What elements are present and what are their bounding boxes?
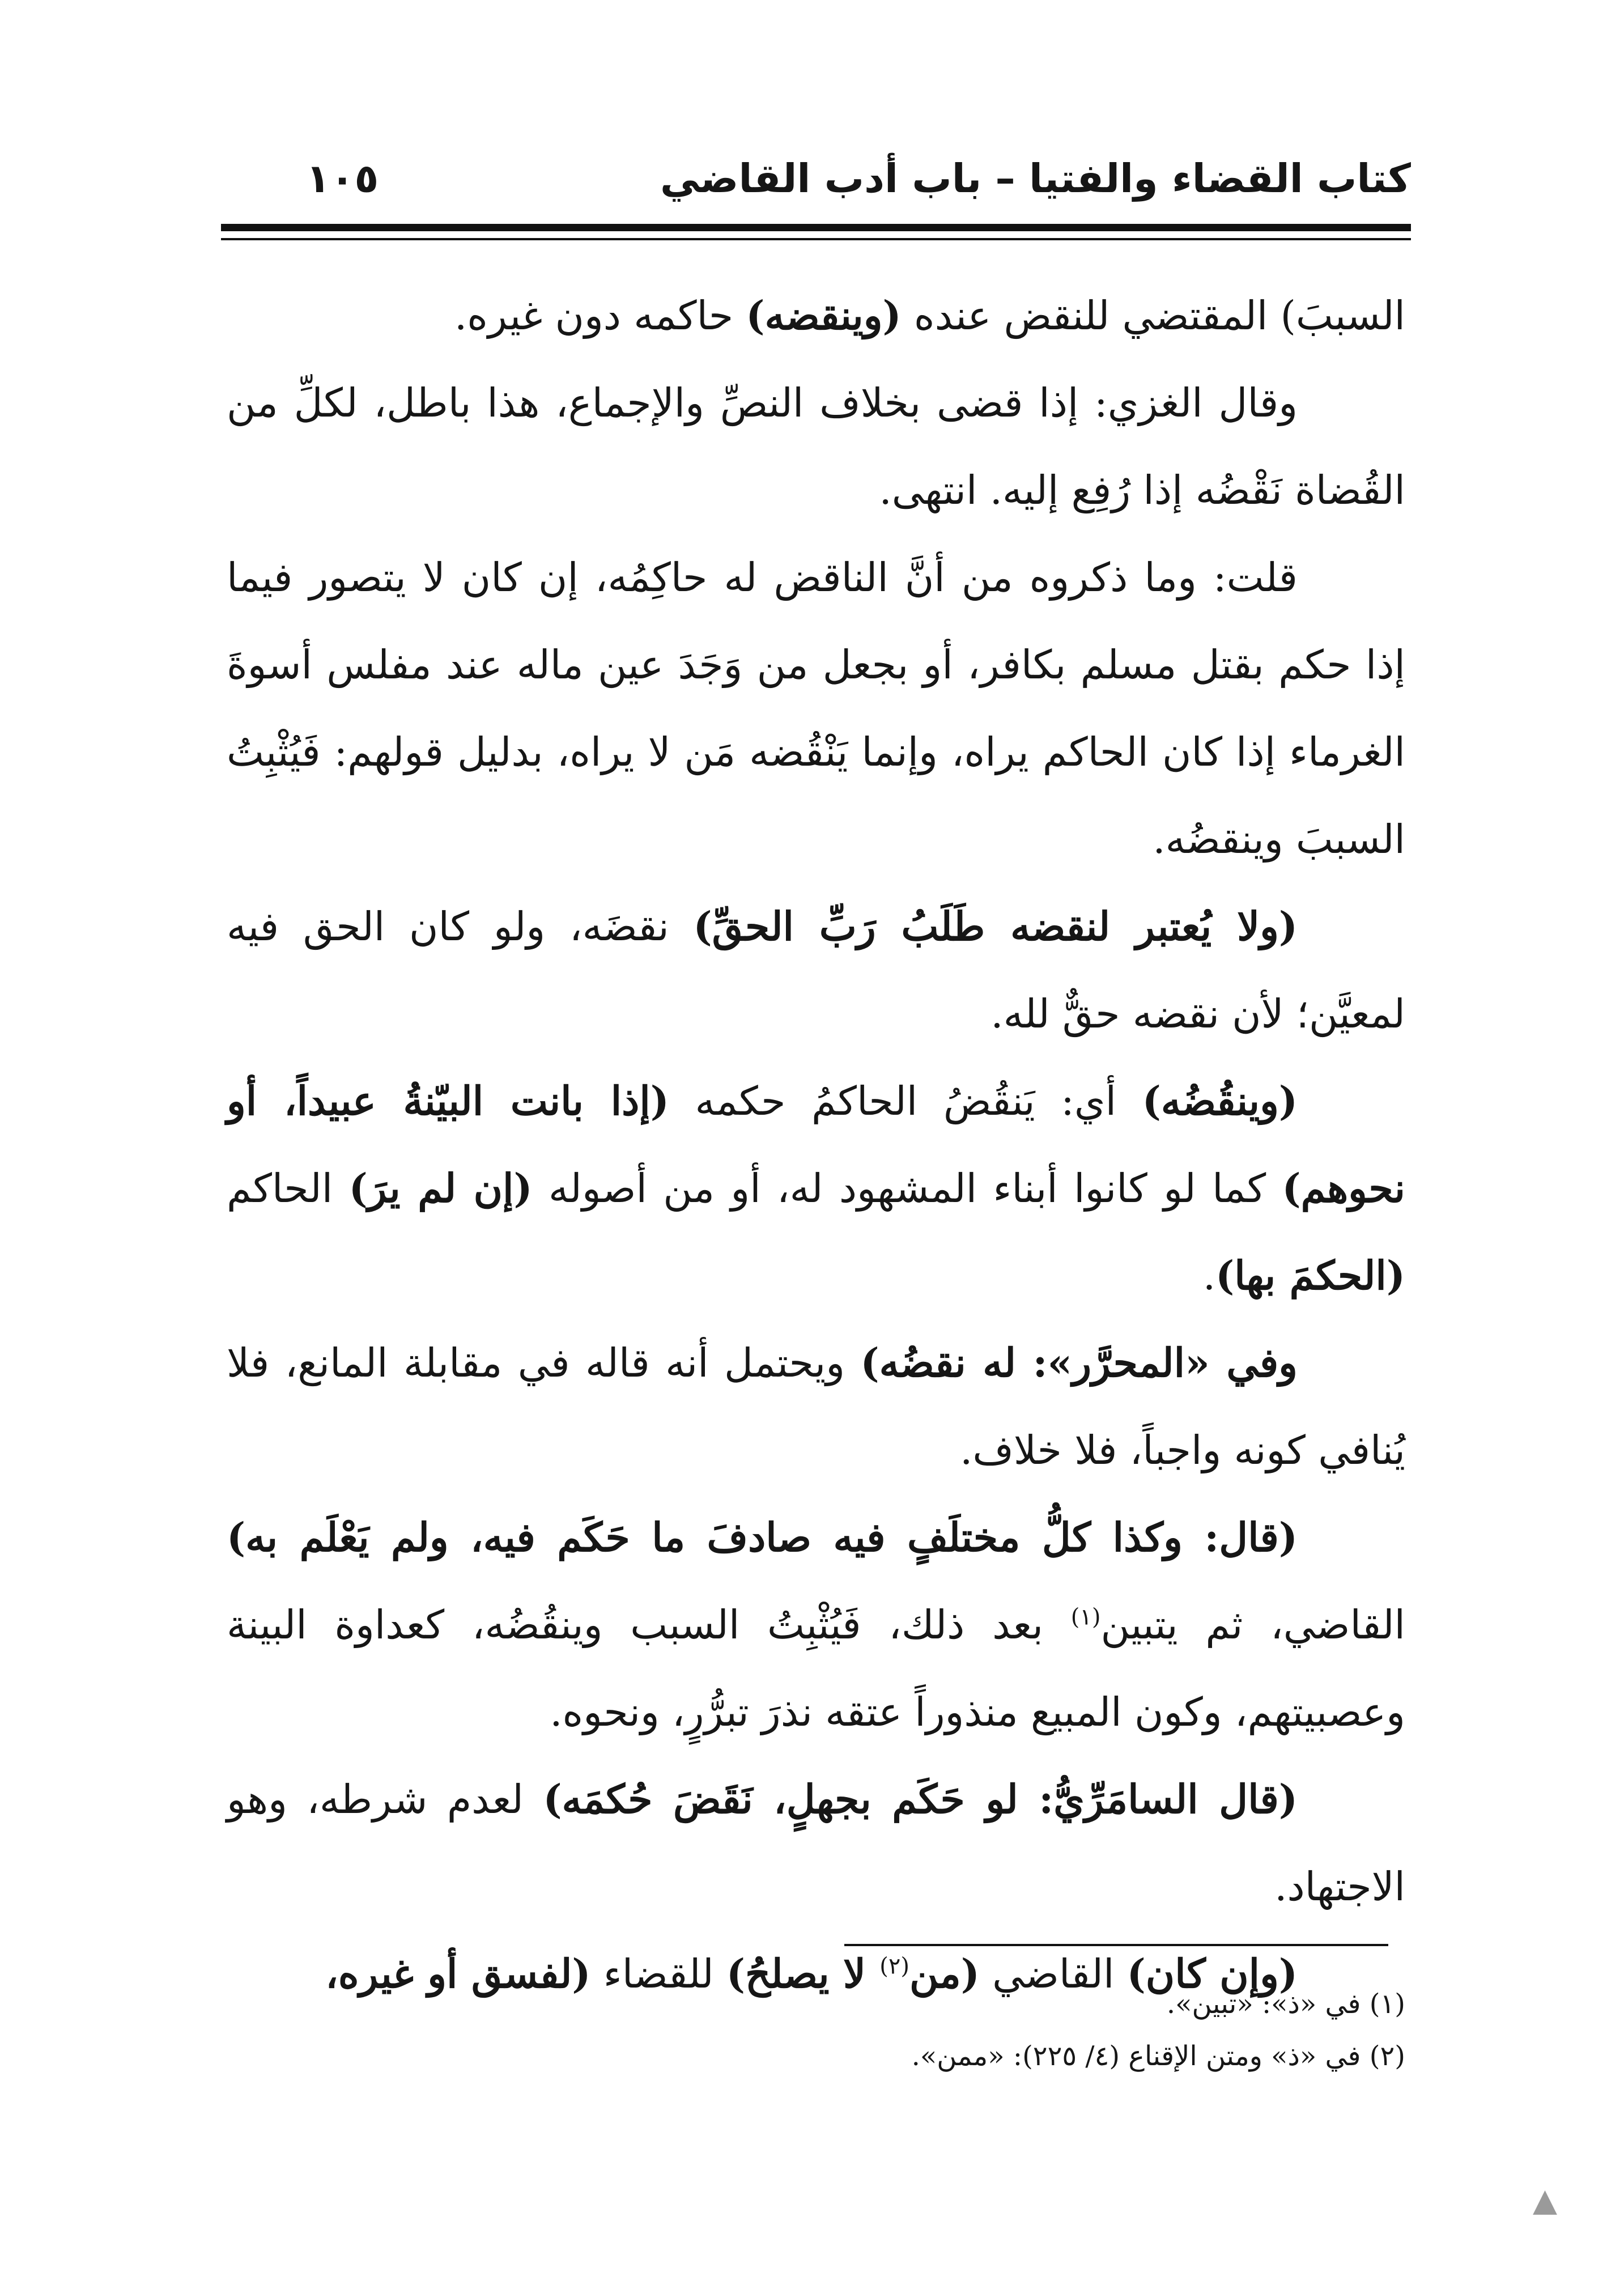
scan-mark-icon: ▲ bbox=[1533, 2182, 1558, 2219]
footnote-2: (٢) في «ذ» ومتن الإقناع (٤/ ٢٢٥): «ممن». bbox=[911, 2040, 1405, 2072]
running-header bbox=[221, 153, 1411, 204]
footnote-1: (١) في «ذ»: «تبين». bbox=[1166, 1988, 1405, 2020]
footnote-ref-2: (٢) bbox=[879, 1953, 909, 1980]
paragraph-1: السببَ) المقتضي للنقض عنده (وينقضه) حاكمه دون غيره. bbox=[454, 292, 1405, 339]
header-rule-thin bbox=[221, 238, 1411, 240]
footnote-separator bbox=[844, 1944, 1388, 1946]
header-rule-thick bbox=[221, 224, 1411, 231]
paragraph-8: (قال السامَرِّيُّ: لو حَكَم بجهلٍ، نَقَضَ حُكمَه) لعدم شرطه، وهو الاجتهاد. bbox=[227, 1776, 1405, 1910]
paragraph-7: (قال: وكذا كلُّ مختلَفٍ فيه صادفَ ما حَكَم فيه، ولم يَعْلَم به) القاضي، ثم يتبين$^{(١)}$ بعد ذلك، فَيُثْبِتُ السبب وينقُضُه، كعداوة البينة وعصبيتهم، وكون المبيع منذوراً عتقه نذرَ تبرُّرٍ، ونحوه. bbox=[227, 1514, 1405, 1735]
footnotes bbox=[227, 1978, 1405, 2082]
paragraph-3: قلت: وما ذكروه من أنَّ الناقض له حاكِمُه، إن كان لا يتصور فيما إذا حكم بقتل مسلم بكافر، أو بجعل من وَجَدَ عين ماله عند مفلس أسوةَ الغرماء إذا كان الحاكم يراه، وإنما يَنْقُضه مَن لا يراه، بدليل قولهم: فَيُثْبِتُ السببَ وينقضُه. bbox=[227, 554, 1405, 863]
paragraph-2: وقال الغزي: إذا قضى بخلاف النصِّ والإجماع، هذا باطل، لكلِّ من القُضاة نَقْضُه إذا رُفِع إليه. انتهى. bbox=[227, 380, 1405, 513]
header-title: كتاب القضاء والفتيا – باب أدب القاضي bbox=[660, 155, 1411, 202]
page-number: ١٠٥ bbox=[306, 155, 379, 202]
paragraph-5: (وينقُضُه) أي: يَنقُضُ الحاكمُ حكمه (إذا بانت البيّنةُ عبيداً، أو نحوهم) كما لو كانوا أبناء المشهود له، أو من أصوله (إن لم يرَ) الحاكم (الحكمَ بها). bbox=[227, 1077, 1405, 1299]
paragraph-4: (ولا يُعتبر لنقضه طَلَبُ رَبِّ الحقِّ) نقضَه، ولو كان الحق فيه لمعيَّن؛ لأن نقضه حقٌّ لله. bbox=[227, 903, 1405, 1037]
body-text bbox=[227, 272, 1405, 2018]
paragraph-9: (وإن كان) القاضي (من$^{(٢)}$ لا يصلحُ) للقضاء (لفسق أو غيره، bbox=[325, 1950, 1298, 1997]
footnote-ref-1: (١) bbox=[1070, 1604, 1101, 1630]
paragraph-6: وفي «المحرَّر»: له نقضُه) ويحتمل أنه قاله في مقابلة المانع، فلا يُنافي كونه واجباً، فلا خلاف. bbox=[227, 1339, 1405, 1474]
